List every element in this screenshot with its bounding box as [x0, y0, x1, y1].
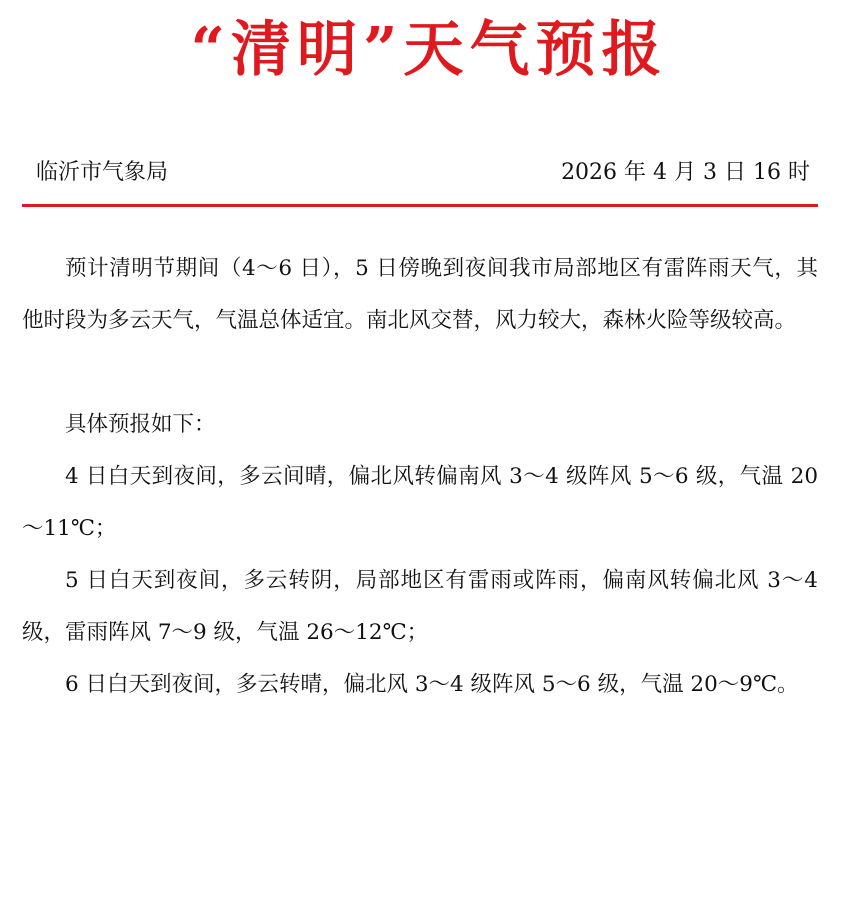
forecast-day-5: 5 日白天到夜间，多云转阴，局部地区有雷雨或阵雨，偏南风转偏北风 3～4 级，雷雨阵风 7～9 级，气温 26～12℃； [22, 568, 818, 645]
header-meta [22, 156, 818, 190]
detail-heading: 具体预报如下： [65, 412, 216, 437]
issuing-organization: 临沂市气象局 [36, 160, 169, 185]
forecast-day-4: 4 日白天到夜间，多云间晴，偏北风转偏南风 3～4 级阵风 5～6 级，气温 20～11℃； [22, 464, 818, 541]
issue-date: 2026 年 4 月 3 日 16 时 [561, 160, 810, 185]
header-divider [22, 204, 818, 207]
forecast-day-6: 6 日白天到夜间，多云转晴，偏北风 3～4 级阵风 5～6 级，气温 20～9℃。 [65, 672, 799, 697]
summary-paragraph: 预计清明节期间（4～6 日），5 日傍晚到夜间我市局部地区有雷阵雨天气，其他时段为多云天气，气温总体适宜。南北风交替，风力较大，森林火险等级较高。 [22, 256, 818, 333]
forecast-body [22, 243, 818, 711]
document-title: “清明”天气预报 [190, 15, 668, 85]
paragraph-spacer [22, 347, 818, 399]
